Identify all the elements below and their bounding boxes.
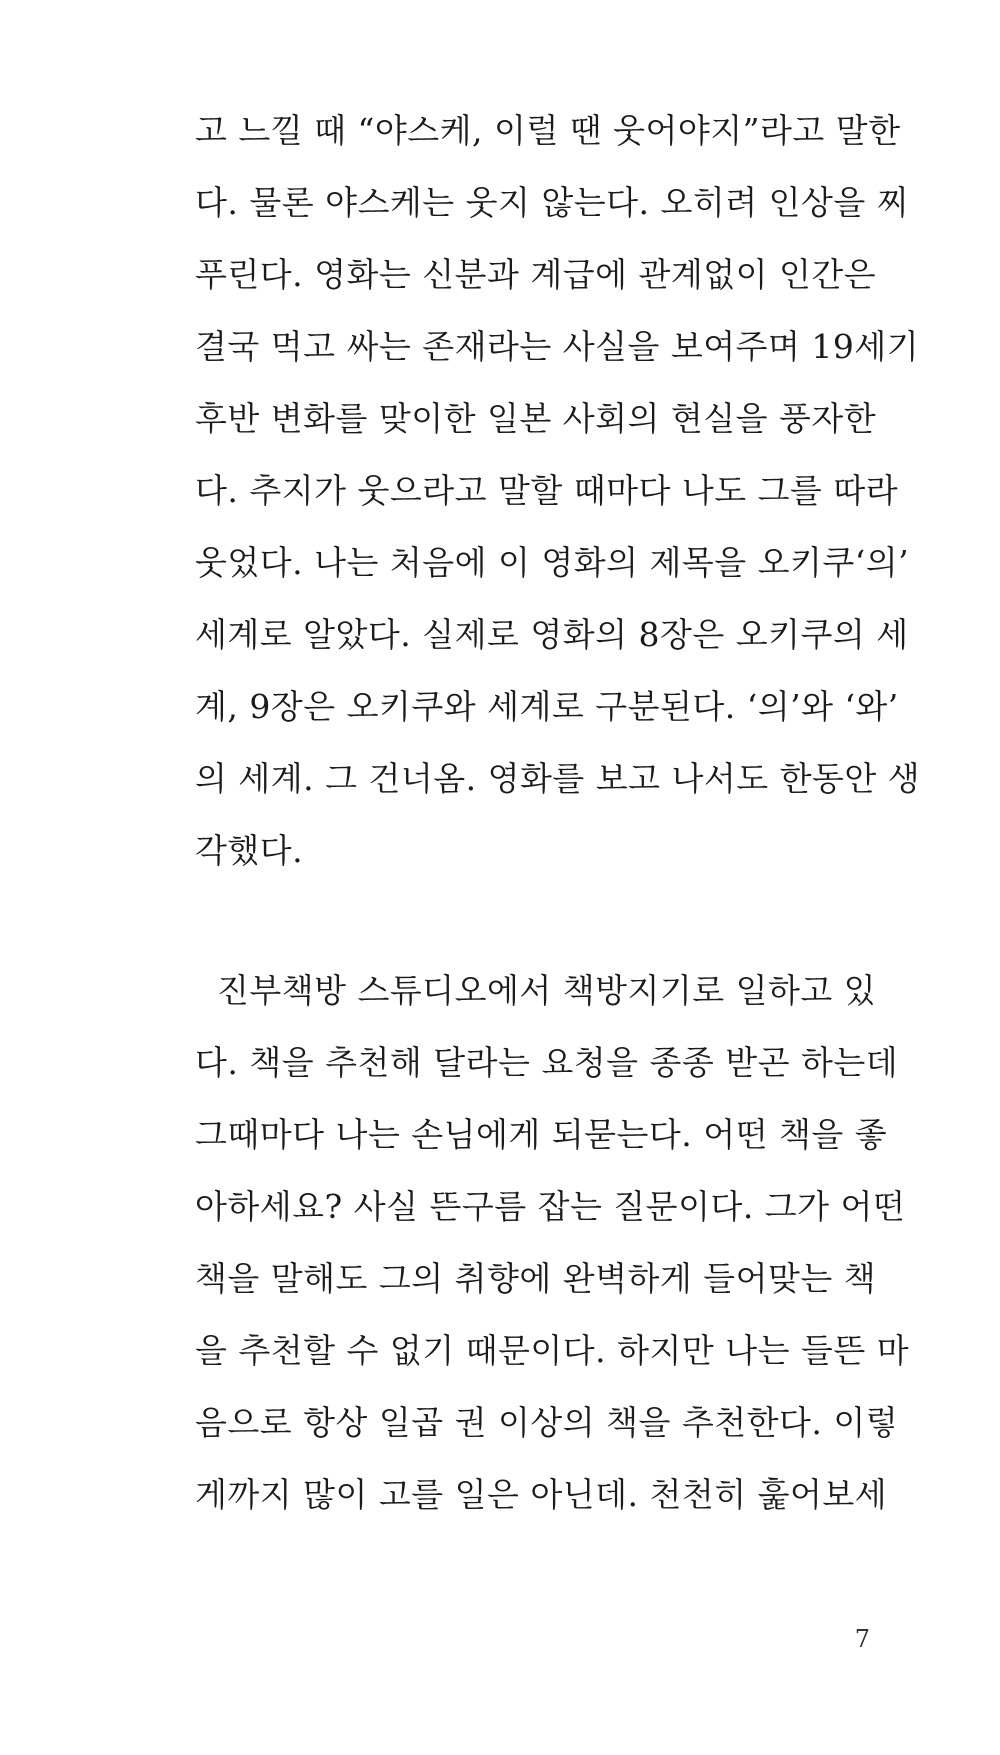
text-line: 각했다. [195,831,304,870]
text-line: 다. 추지가 웃으라고 말할 때마다 나도 그를 따라 [195,471,899,510]
text-line: 후반 변화를 맞이한 일본 사회의 현실을 풍자한 [195,399,877,438]
text-line: 다. 물론 야스케는 웃지 않는다. 오히려 인상을 찌 [195,183,910,222]
text-line: 진부책방 스튜디오에서 책방지기로 일하고 있 [217,971,877,1010]
paragraph-2 [195,955,910,1531]
text-line: 세계로 알았다. 실제로 영화의 8장은 오키쿠의 세 [195,615,909,654]
page-number: 7 [854,1625,870,1653]
text-line: 을 추천할 수 없기 때문이다. 하지만 나는 들뜬 마 [195,1331,910,1370]
text-line: 책을 말해도 그의 취향에 완벽하게 들어맞는 책 [195,1259,877,1298]
text-line: 게까지 많이 고를 일은 아닌데. 천천히 훑어보세 [195,1475,888,1514]
text-line: 푸린다. 영화는 신분과 계급에 관계없이 인간은 [195,255,877,294]
text-line: 의 세계. 그 건너옴. 영화를 보고 나서도 한동안 생 [195,759,921,798]
text-line: 음으로 항상 일곱 권 이상의 책을 추천한다. 이렇 [195,1403,899,1442]
text-line: 결국 먹고 싸는 존재라는 사실을 보여주며 19세기 [195,327,920,366]
paragraph-1 [195,95,921,887]
text-line: 다. 책을 추천해 달라는 요청을 종종 받곤 하는데 [195,1043,899,1082]
text-line: 계, 9장은 오키쿠와 세계로 구분된다. ‘의’와 ‘와’ [195,687,899,726]
text-line: 고 느낄 때 “야스케, 이럴 땐 웃어야지”라고 말한 [195,111,901,150]
text-line: 아하세요? 사실 뜬구름 잡는 질문이다. 그가 어떤 [195,1187,906,1226]
text-line: 그때마다 나는 손님에게 되묻는다. 어떤 책을 좋 [195,1115,888,1154]
text-line: 웃었다. 나는 처음에 이 영화의 제목을 오키쿠‘의’ [195,543,910,582]
